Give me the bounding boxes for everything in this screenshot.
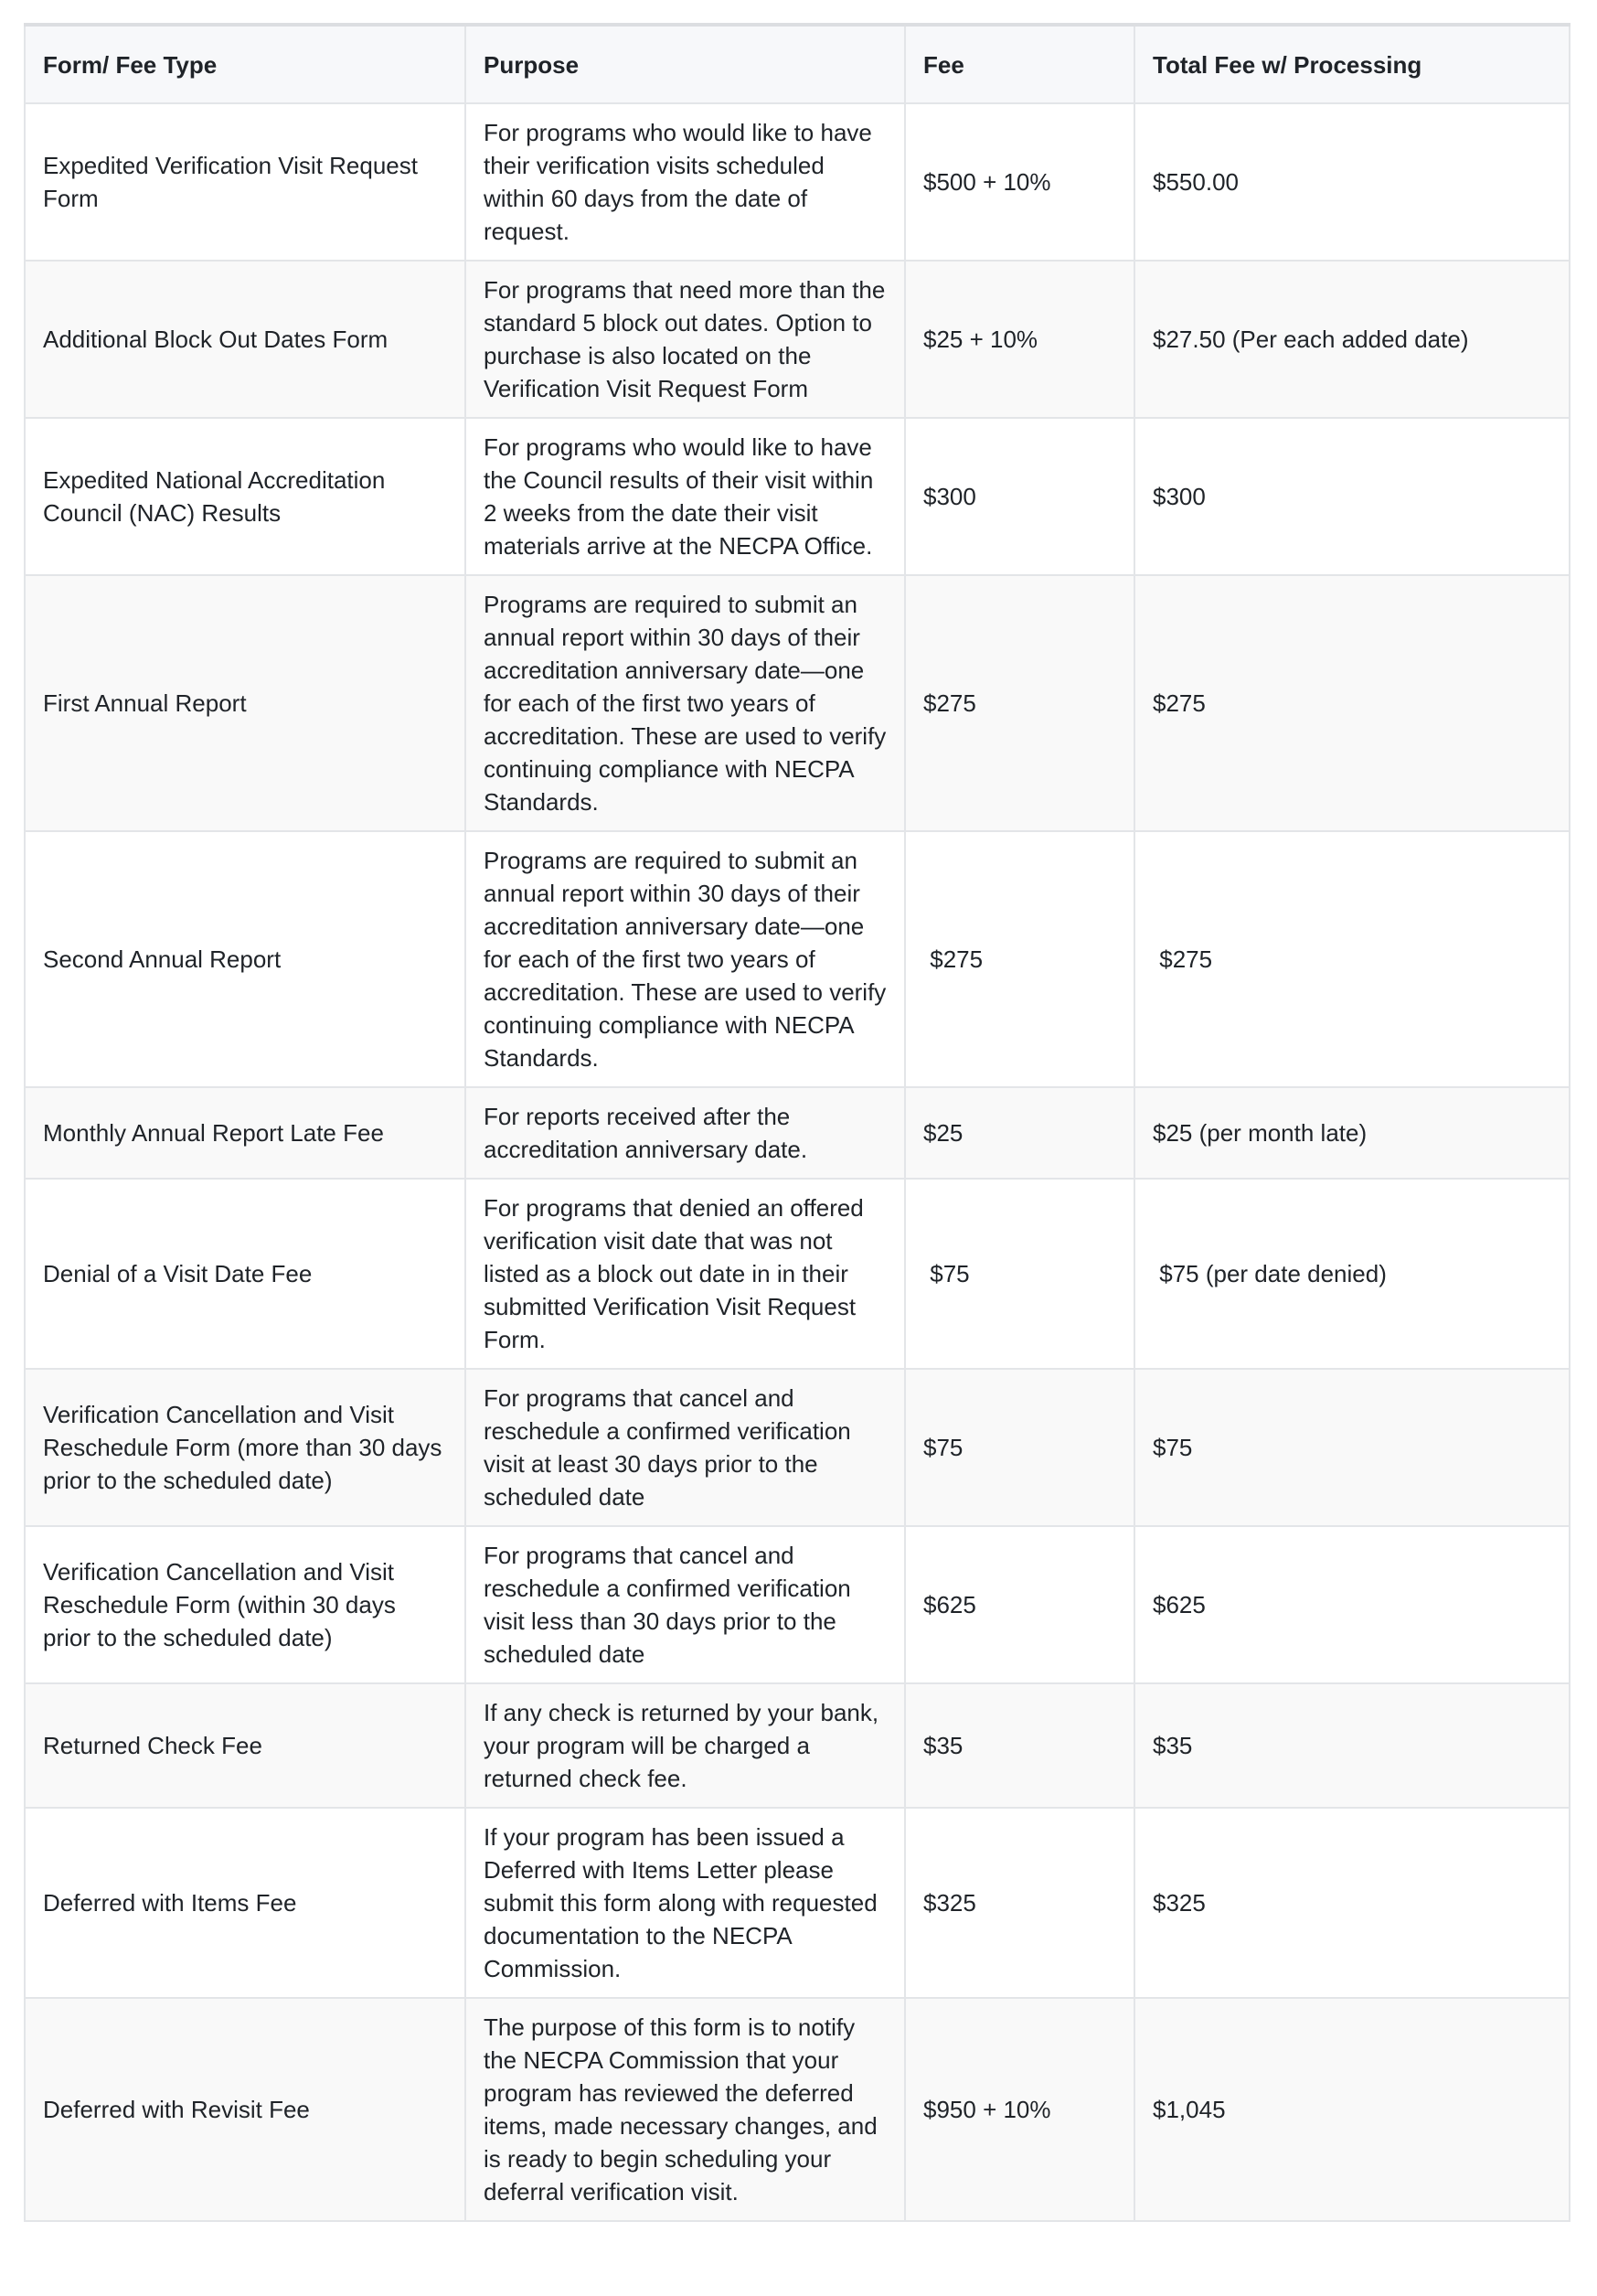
table-row	[25, 831, 1570, 1087]
table-row	[25, 1526, 1570, 1683]
cell-fee: $75	[905, 1179, 1134, 1369]
cell-fee-type: Additional Block Out Dates Form	[25, 261, 465, 418]
cell-total-fee: $35	[1134, 1683, 1570, 1808]
cell-total-fee: $75 (per date denied)	[1134, 1179, 1570, 1369]
cell-purpose: For programs that denied an offered verification visit date that was not listed as a block out date in in their submitted Verification Visit Request Form.	[465, 1179, 905, 1369]
fee-table	[24, 23, 1570, 2222]
cell-fee-type: Denial of a Visit Date Fee	[25, 1179, 465, 1369]
cell-total-fee: $1,045	[1134, 1998, 1570, 2221]
cell-fee: $300	[905, 418, 1134, 575]
cell-fee-type: Deferred with Revisit Fee	[25, 1998, 465, 2221]
table-row	[25, 575, 1570, 831]
cell-fee: $950 + 10%	[905, 1998, 1134, 2221]
cell-fee-type: Deferred with Items Fee	[25, 1808, 465, 1998]
cell-total-fee: $27.50 (Per each added date)	[1134, 261, 1570, 418]
cell-total-fee: $325	[1134, 1808, 1570, 1998]
cell-fee: $625	[905, 1526, 1134, 1683]
cell-fee: $275	[905, 831, 1134, 1087]
table-row	[25, 1998, 1570, 2221]
header-total-fee: Total Fee w/ Processing	[1134, 25, 1570, 103]
header-form-fee-type: Form/ Fee Type	[25, 25, 465, 103]
cell-total-fee: $275	[1134, 831, 1570, 1087]
table-row	[25, 1179, 1570, 1369]
cell-purpose: If your program has been issued a Deferred with Items Letter please submit this form along with requested documentation to the NECPA Commission.	[465, 1808, 905, 1998]
cell-fee: $25 + 10%	[905, 261, 1134, 418]
cell-purpose: Programs are required to submit an annual report within 30 days of their accreditation anniversary date—one for each of the first two years of accreditation. These are used to verify continuing compliance with NECPA Standards.	[465, 575, 905, 831]
cell-total-fee: $25 (per month late)	[1134, 1087, 1570, 1179]
fee-table-body	[25, 103, 1570, 2221]
cell-fee-type: Returned Check Fee	[25, 1683, 465, 1808]
table-row	[25, 1683, 1570, 1808]
cell-fee-type: Second Annual Report	[25, 831, 465, 1087]
cell-fee-type: Expedited National Accreditation Council (NAC) Results	[25, 418, 465, 575]
cell-purpose: For programs who would like to have the Council results of their visit within 2 weeks from the date their visit materials arrive at the NECPA Office.	[465, 418, 905, 575]
cell-fee: $35	[905, 1683, 1134, 1808]
cell-fee-type: Expedited Verification Visit Request Form	[25, 103, 465, 261]
fee-table-header	[25, 25, 1570, 103]
cell-purpose: For programs that cancel and reschedule a confirmed verification visit less than 30 days prior to the scheduled date	[465, 1526, 905, 1683]
table-row	[25, 418, 1570, 575]
cell-total-fee: $75	[1134, 1369, 1570, 1526]
cell-purpose: For programs that cancel and reschedule a confirmed verification visit at least 30 days prior to the scheduled date	[465, 1369, 905, 1526]
cell-total-fee: $625	[1134, 1526, 1570, 1683]
cell-total-fee: $275	[1134, 575, 1570, 831]
table-row	[25, 1808, 1570, 1998]
cell-fee-type: First Annual Report	[25, 575, 465, 831]
cell-fee: $500 + 10%	[905, 103, 1134, 261]
cell-purpose: For programs who would like to have their verification visits scheduled within 60 days from the date of request.	[465, 103, 905, 261]
table-row	[25, 1087, 1570, 1179]
table-row	[25, 1369, 1570, 1526]
cell-purpose: For reports received after the accreditation anniversary date.	[465, 1087, 905, 1179]
table-row	[25, 261, 1570, 418]
table-row	[25, 103, 1570, 261]
cell-fee: $75	[905, 1369, 1134, 1526]
cell-total-fee: $550.00	[1134, 103, 1570, 261]
cell-fee: $325	[905, 1808, 1134, 1998]
cell-fee: $25	[905, 1087, 1134, 1179]
cell-fee-type: Verification Cancellation and Visit Reschedule Form (more than 30 days prior to the scheduled date)	[25, 1369, 465, 1526]
cell-purpose: For programs that need more than the standard 5 block out dates. Option to purchase is also located on the Verification Visit Request Form	[465, 261, 905, 418]
cell-total-fee: $300	[1134, 418, 1570, 575]
cell-purpose: If any check is returned by your bank, your program will be charged a returned check fee.	[465, 1683, 905, 1808]
header-row	[25, 25, 1570, 103]
cell-fee-type: Verification Cancellation and Visit Reschedule Form (within 30 days prior to the scheduled date)	[25, 1526, 465, 1683]
cell-fee: $275	[905, 575, 1134, 831]
cell-purpose: Programs are required to submit an annual report within 30 days of their accreditation anniversary date—one for each of the first two years of accreditation. These are used to verify continuing compliance with NECPA Standards.	[465, 831, 905, 1087]
header-purpose: Purpose	[465, 25, 905, 103]
header-fee: Fee	[905, 25, 1134, 103]
cell-purpose: The purpose of this form is to notify the NECPA Commission that your program has reviewed the deferred items, made necessary changes, and is ready to begin scheduling your deferral verification visit.	[465, 1998, 905, 2221]
fee-table-container	[24, 23, 1569, 2222]
cell-fee-type: Monthly Annual Report Late Fee	[25, 1087, 465, 1179]
